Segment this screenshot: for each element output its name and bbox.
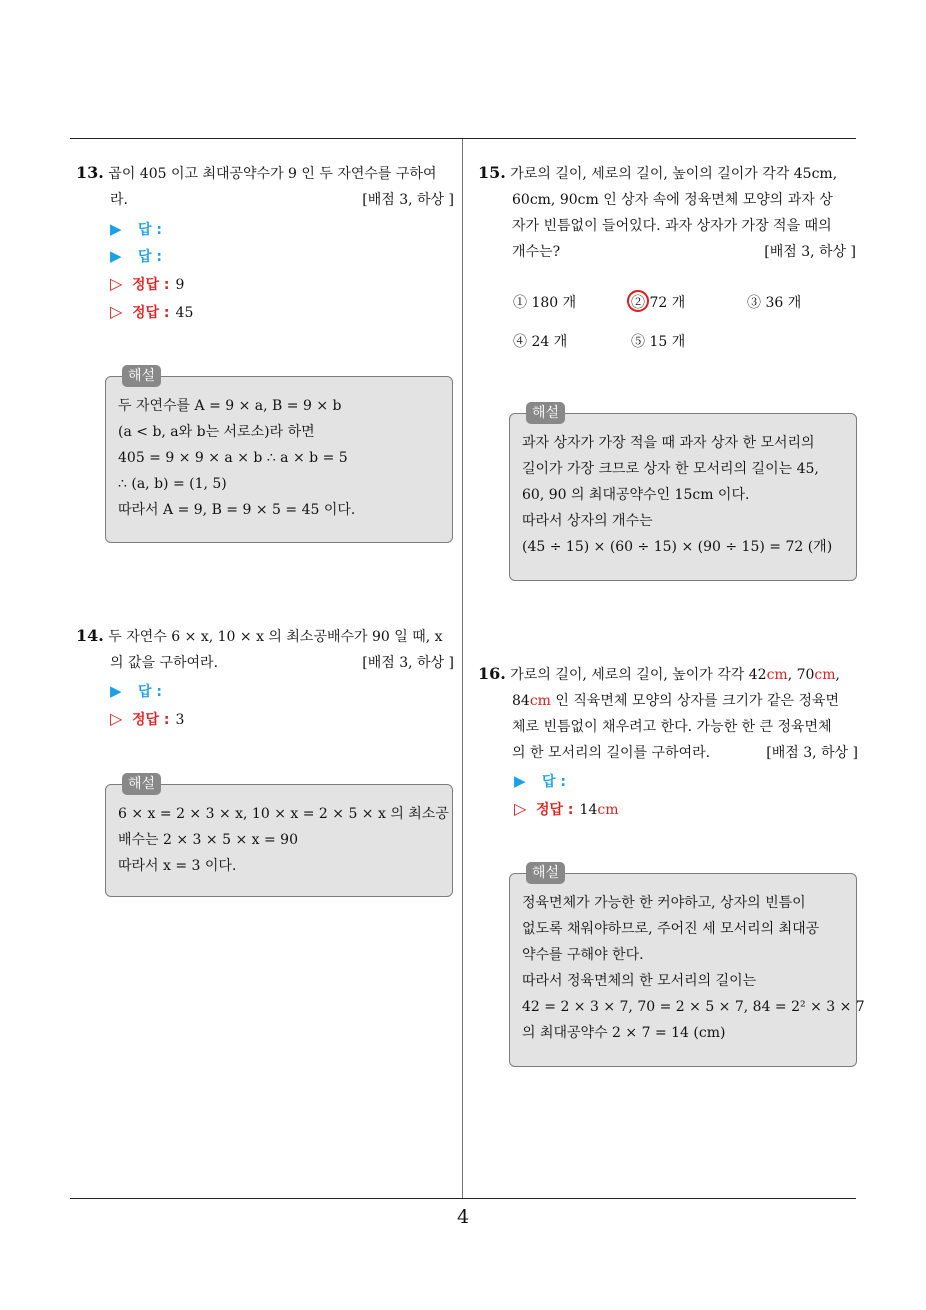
explanation-line: 의 최대공약수 2 × 7 = 14 (cm) [522,1025,726,1041]
explanation-line: 두 자연수를 A = 9 × a, B = 9 × b [118,398,342,414]
problem-text: 라. [110,192,128,208]
choice-3[interactable]: ③ 36 개 [747,295,802,311]
outline-triangle-icon: ▷ [110,274,123,293]
problem-text: 자가 빈틈없이 들어있다. 과자 상자가 가장 적을 때의 [512,218,832,234]
explanation-line: 따라서 정육면체의 한 모서리의 길이는 [522,973,757,989]
correct-value: 45 [175,305,194,321]
correct-label: 정답 : [536,802,574,818]
explanation-line: 길이가 가장 크므로 상자 한 모서리의 길이는 45, [522,461,819,477]
unit-text: cm [529,693,551,709]
problem-14 [76,623,454,676]
correct-answer [110,299,193,325]
explanation-box [105,776,453,897]
problem-text: 60cm, 90cm 인 상자 속에 정육면체 모양의 과자 상 [512,192,833,208]
problem-text: 84 [512,693,530,709]
explanation-line: ∴ (a, b) = (1, 5) [118,476,227,492]
problem-number: 16. [478,664,506,683]
problem-text: 두 자연수 6 × x, 10 × x 의 최소공배수가 90 일 때, x [108,629,443,645]
correct-answer [110,271,184,297]
answer-field[interactable] [514,768,566,794]
explanation-line: 6 × x = 2 × 3 × x, 10 × x = 2 × 5 × x 의 최소공 [118,806,449,822]
unit-text: cm [597,802,619,818]
explanation-tag: 해설 [122,773,161,795]
bottom-rule [70,1198,856,1199]
explanation-line: 배수는 2 × 3 × 5 × x = 90 [118,832,298,848]
answer-label: 답 : [542,774,566,790]
explanation-box [509,405,857,581]
explanation-box [105,368,453,543]
problem-text: 인 직육면체 모양의 상자를 크기가 같은 정육면 [550,693,840,709]
unit-text: cm [814,667,836,683]
problem-text: 가로의 길이, 세로의 길이, 높이가 각각 42 [510,667,767,683]
problem-15 [478,160,856,265]
column-divider [462,139,463,1198]
answer-label: 답 : [138,222,162,238]
explanation-line: 정육면체가 가능한 한 커야하고, 상자의 빈틈이 [522,895,806,911]
problem-text: 의 한 모서리의 길이를 구하여라. [512,745,711,761]
explanation-tag: 해설 [122,365,161,387]
outline-triangle-icon: ▷ [110,302,123,321]
explanation-line: 405 = 9 × 9 × a × b ∴ a × b = 5 [118,450,348,466]
answer-field[interactable] [110,243,162,269]
choice-2[interactable]: ② 72 개 [631,295,686,311]
correct-label: 정답 : [132,712,170,728]
correct-answer [514,796,618,822]
problem-number: 15. [478,163,506,182]
choice-5[interactable]: ⑤ 15 개 [631,334,686,350]
problem-text: , [835,667,840,683]
explanation-line: 따라서 x = 3 이다. [118,858,237,874]
problem-text: 가로의 길이, 세로의 길이, 높이의 길이가 각각 45cm, [510,166,838,182]
explanation-line: 따라서 A = 9, B = 9 × 5 = 45 이다. [118,502,356,518]
score-label: [배점 3, 하상 ] [766,745,858,761]
score-label: [배점 3, 하상 ] [362,655,454,671]
problem-16 [478,661,858,766]
explanation-line: (a < b, a와 b는 서로소)라 하면 [118,424,315,440]
outline-triangle-icon: ▷ [110,709,123,728]
explanation-line: 따라서 상자의 개수는 [522,513,653,529]
problem-text: 의 값을 구하여라. [110,655,219,671]
play-triangle-icon: ▶ [110,682,122,700]
top-rule [70,138,856,139]
play-triangle-icon: ▶ [110,220,122,238]
explanation-line: 약수를 구해야 한다. [522,947,644,963]
unit-text: cm [766,667,788,683]
explanation-line: (45 ÷ 15) × (60 ÷ 15) × (90 ÷ 15) = 72 (개) [522,539,833,555]
choice-1[interactable]: ① 180 개 [513,295,577,311]
explanation-line: 60, 90 의 최대공약수인 15cm 이다. [522,487,750,503]
correct-value: 14 [579,802,598,818]
score-label: [배점 3, 하상 ] [362,192,454,208]
answer-field[interactable] [110,216,162,242]
page-number: 4 [456,1206,470,1228]
problem-13 [76,160,454,213]
correct-value: 9 [175,277,185,293]
play-triangle-icon: ▶ [514,772,526,790]
explanation-box [509,865,865,1067]
score-label: [배점 3, 하상 ] [764,244,856,260]
explanation-line: 과자 상자가 가장 적을 때 과자 상자 한 모서리의 [522,435,815,451]
selected-answer-circle-icon [627,290,649,312]
problem-number: 14. [76,626,104,645]
explanation-line: 없도록 채워야하므로, 주어진 세 모서리의 최대공 [522,921,820,937]
answer-label: 답 : [138,249,162,265]
correct-label: 정답 : [132,305,170,321]
problem-number: 13. [76,163,104,182]
explanation-line: 42 = 2 × 3 × 7, 70 = 2 × 5 × 7, 84 = 2² × 3 × 7 [522,999,865,1015]
correct-answer [110,706,184,732]
problem-text: 개수는? [512,244,561,260]
choice-4[interactable]: ④ 24 개 [513,334,568,350]
correct-value: 3 [175,712,185,728]
correct-label: 정답 : [132,277,170,293]
answer-field[interactable] [110,678,162,704]
play-triangle-icon: ▶ [110,247,122,265]
problem-text: 곱이 405 이고 최대공약수가 9 인 두 자연수를 구하여 [108,166,437,182]
outline-triangle-icon: ▷ [514,799,527,818]
problem-text: 체로 빈틈없이 채우려고 한다. 가능한 한 큰 정육면체 [512,719,832,735]
explanation-tag: 해설 [526,402,565,424]
answer-label: 답 : [138,684,162,700]
explanation-tag: 해설 [526,862,565,884]
problem-text: , 70 [787,667,815,683]
